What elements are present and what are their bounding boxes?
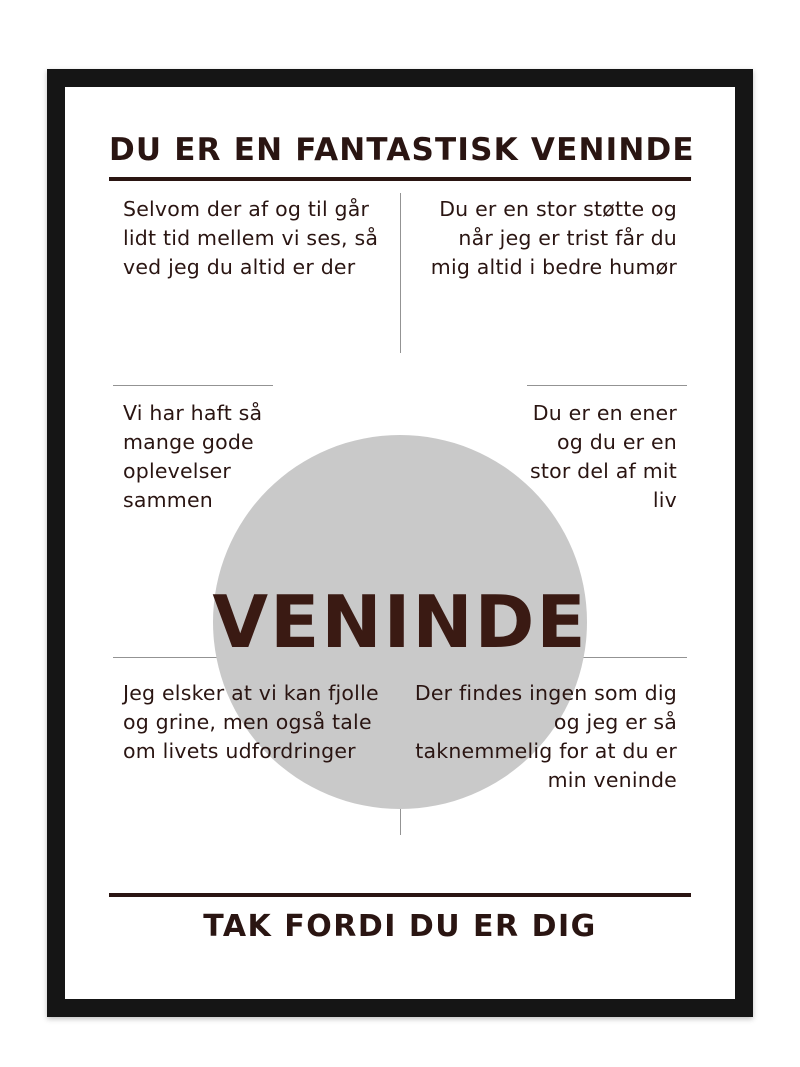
quote-bottom-left: Jeg elsker at vi kan fjolle og grine, men også tale om livets udfordringer (123, 681, 379, 764)
poster-footer: TAK FORDI DU ER DIG (203, 909, 597, 945)
quote-bottom-right: Der findes ingen som dig og jeg er så taknemmelig for at du er min veninde (414, 681, 677, 793)
poster-sheet (83, 105, 717, 981)
horizontal-divider-right-upper (527, 385, 687, 386)
poster-container (47, 69, 753, 1017)
quotes-grid (109, 187, 691, 887)
quote-top-left: Selvom der af og til går lidt tid mellem vi ses, så ved jeg du altid er der (123, 197, 379, 280)
quote-middle-right: Du er en ener og du er en stor del af mit liv (529, 401, 677, 513)
quotes-row-bottom (109, 679, 691, 849)
quote-top-right: Du er en stor støtte og når jeg er trist får du mig altid i bedre humør (430, 197, 677, 280)
title-divider (109, 177, 691, 181)
center-circle-label: VENINDE (212, 580, 588, 665)
poster-title: DU ER EN FANTASTISK VENINDE (109, 132, 695, 168)
quotes-row-top (109, 195, 691, 385)
poster-frame (47, 69, 753, 1017)
horizontal-divider-left-upper (113, 385, 273, 386)
quote-middle-left: Vi har haft så mange gode oplevelser sammen (123, 401, 263, 513)
